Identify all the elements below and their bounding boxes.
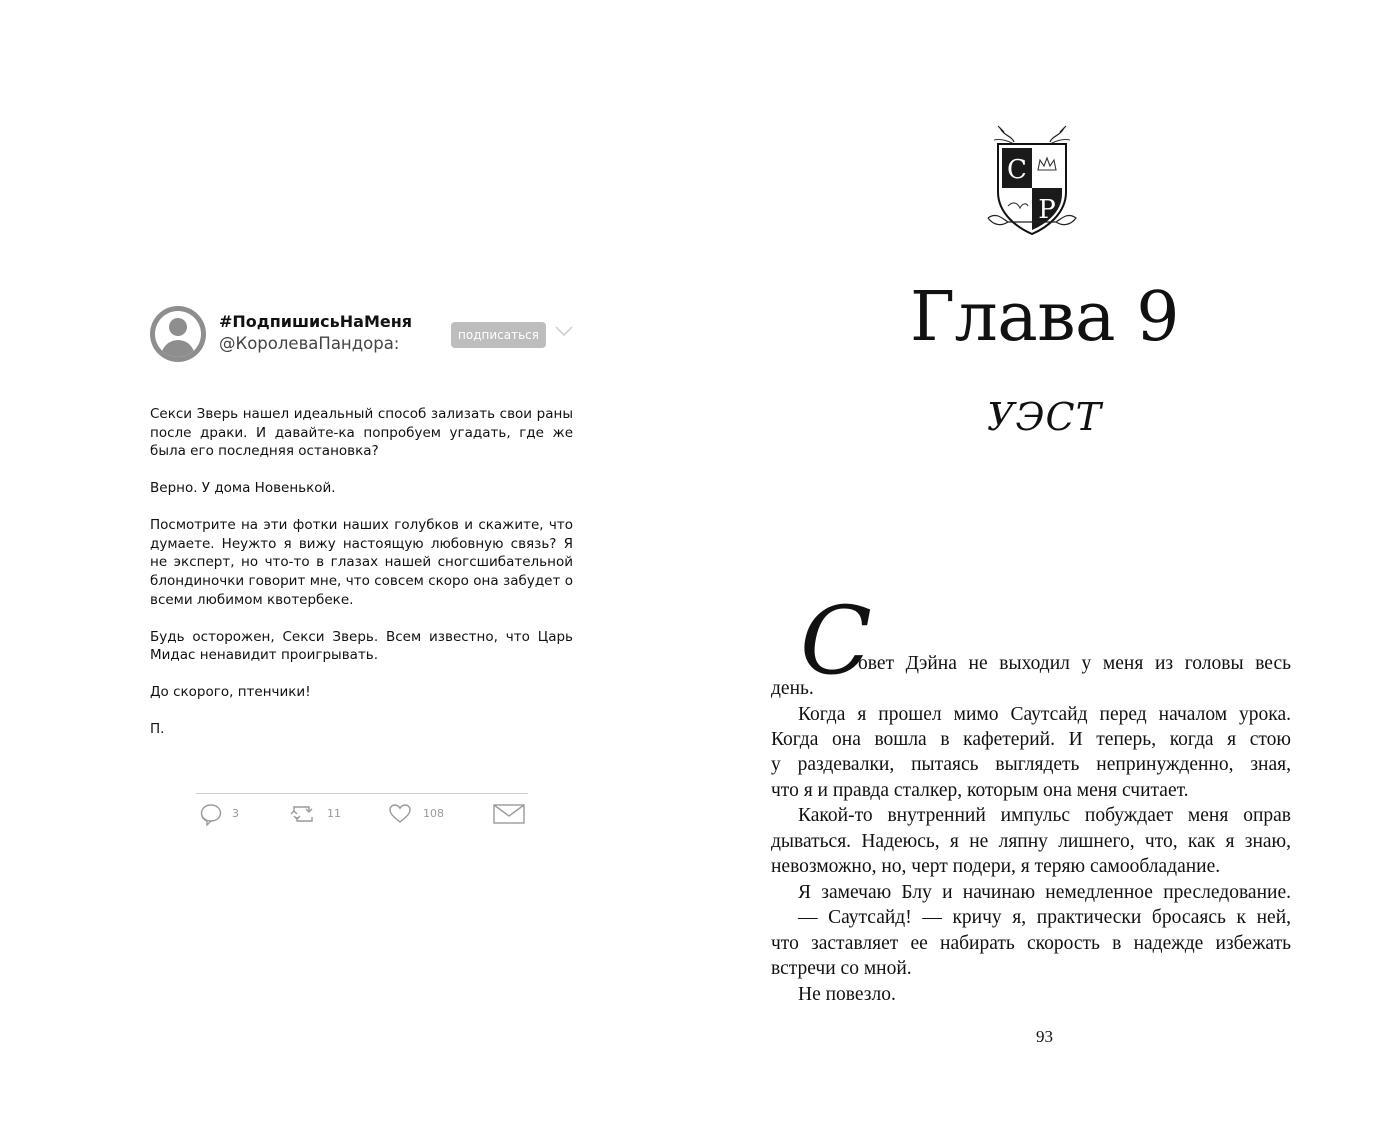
text-line: что заставляет ее набирать скорость в надежде избежать [771, 933, 1291, 954]
tweet-paragraph: Секси Зверь нашел идеальный способ зализать свои раны после драки. И давайте-ка попробуем угадать, где же была его последняя остановка? [150, 406, 573, 460]
crest-emblem [984, 122, 1080, 240]
tweet-body [150, 405, 573, 757]
page-number: 93 [1036, 1027, 1053, 1046]
chapter-narrator: УЭСТ [987, 395, 1102, 439]
tweet-hashtag-title[interactable]: #ПодпишисьНаМеня [219, 312, 413, 331]
text-line: Когда она вошла в кафетерий. И теперь, когда я стою [771, 729, 1291, 750]
message-action[interactable] [493, 802, 527, 826]
text-line: — Саутсайд! — кричу я, практически бросаясь к ней, [798, 907, 1291, 928]
text-line: Какой-то внутренний импульс побуждает меня оправ [798, 805, 1291, 826]
tweet-username[interactable]: @КоролеваПандора: [219, 334, 400, 353]
text-line: день. [771, 678, 814, 699]
chapter-title: Глава 9 [910, 278, 1179, 357]
text-line: встречи со мной. [771, 958, 912, 979]
tweet-paragraph: Будь осторожен, Секси Зверь. Всем известно, что Царь Мидас ненавидит проигрывать. [150, 628, 573, 664]
avatar[interactable] [150, 306, 206, 362]
text-line: Когда я прошел мимо Саутсайд перед началом урока. [798, 704, 1291, 725]
reply-action[interactable] [199, 802, 259, 826]
retweet-icon [289, 802, 317, 826]
crest-letter-p: Р [1038, 195, 1056, 225]
text-line: что я и правда сталкер, которым она меня считает. [771, 780, 1189, 801]
retweet-count: 11 [327, 807, 341, 820]
tweet-paragraph: Верно. У дома Новенькой. [150, 480, 336, 497]
text-line: невозможно, но, черт подери, я теряю самообладание. [771, 856, 1221, 877]
tweet-paragraph: Посмотрите на эти фотки наших голубков и скажите, что думаете. Неужто я вижу настоящую любовную связь? Я не эксперт, но что-то в глазах нашей сногсшибательной блондиночки говорит мне, что совсем скоро она забудет о всеми любимом квотербеке. [150, 517, 573, 608]
text-line: Не повезло. [798, 984, 896, 1005]
tweet-header [150, 306, 580, 366]
drop-cap: С [800, 587, 872, 696]
text-line: овет Дэйна не выходил у меня из головы весь [858, 653, 1291, 674]
like-count: 108 [423, 807, 444, 820]
tweet-paragraph: П. [150, 721, 165, 738]
reply-icon [199, 802, 223, 826]
like-action[interactable] [388, 802, 458, 826]
reply-count: 3 [232, 807, 239, 820]
avatar-head [169, 318, 187, 336]
envelope-icon [493, 802, 525, 826]
chevron-down-icon[interactable] [554, 324, 574, 338]
crest-letter-c: С [1007, 155, 1027, 185]
tweet-paragraph: До скорого, птенчики! [150, 684, 311, 701]
text-line: у раздевалки, пытаясь выглядеть непринужденно, зная, [771, 754, 1291, 775]
avatar-body [161, 340, 195, 357]
heart-icon [388, 802, 412, 826]
follow-button[interactable]: подписаться [451, 322, 546, 348]
avatar-ring [155, 311, 201, 357]
retweet-action[interactable] [289, 802, 349, 826]
text-line: Я замечаю Блу и начинаю немедленное преследование. [798, 882, 1291, 903]
text-line: дываться. Надеюсь, я не ляпну лишнего, что, как я знаю, [771, 831, 1291, 852]
tweet-divider [196, 793, 528, 794]
